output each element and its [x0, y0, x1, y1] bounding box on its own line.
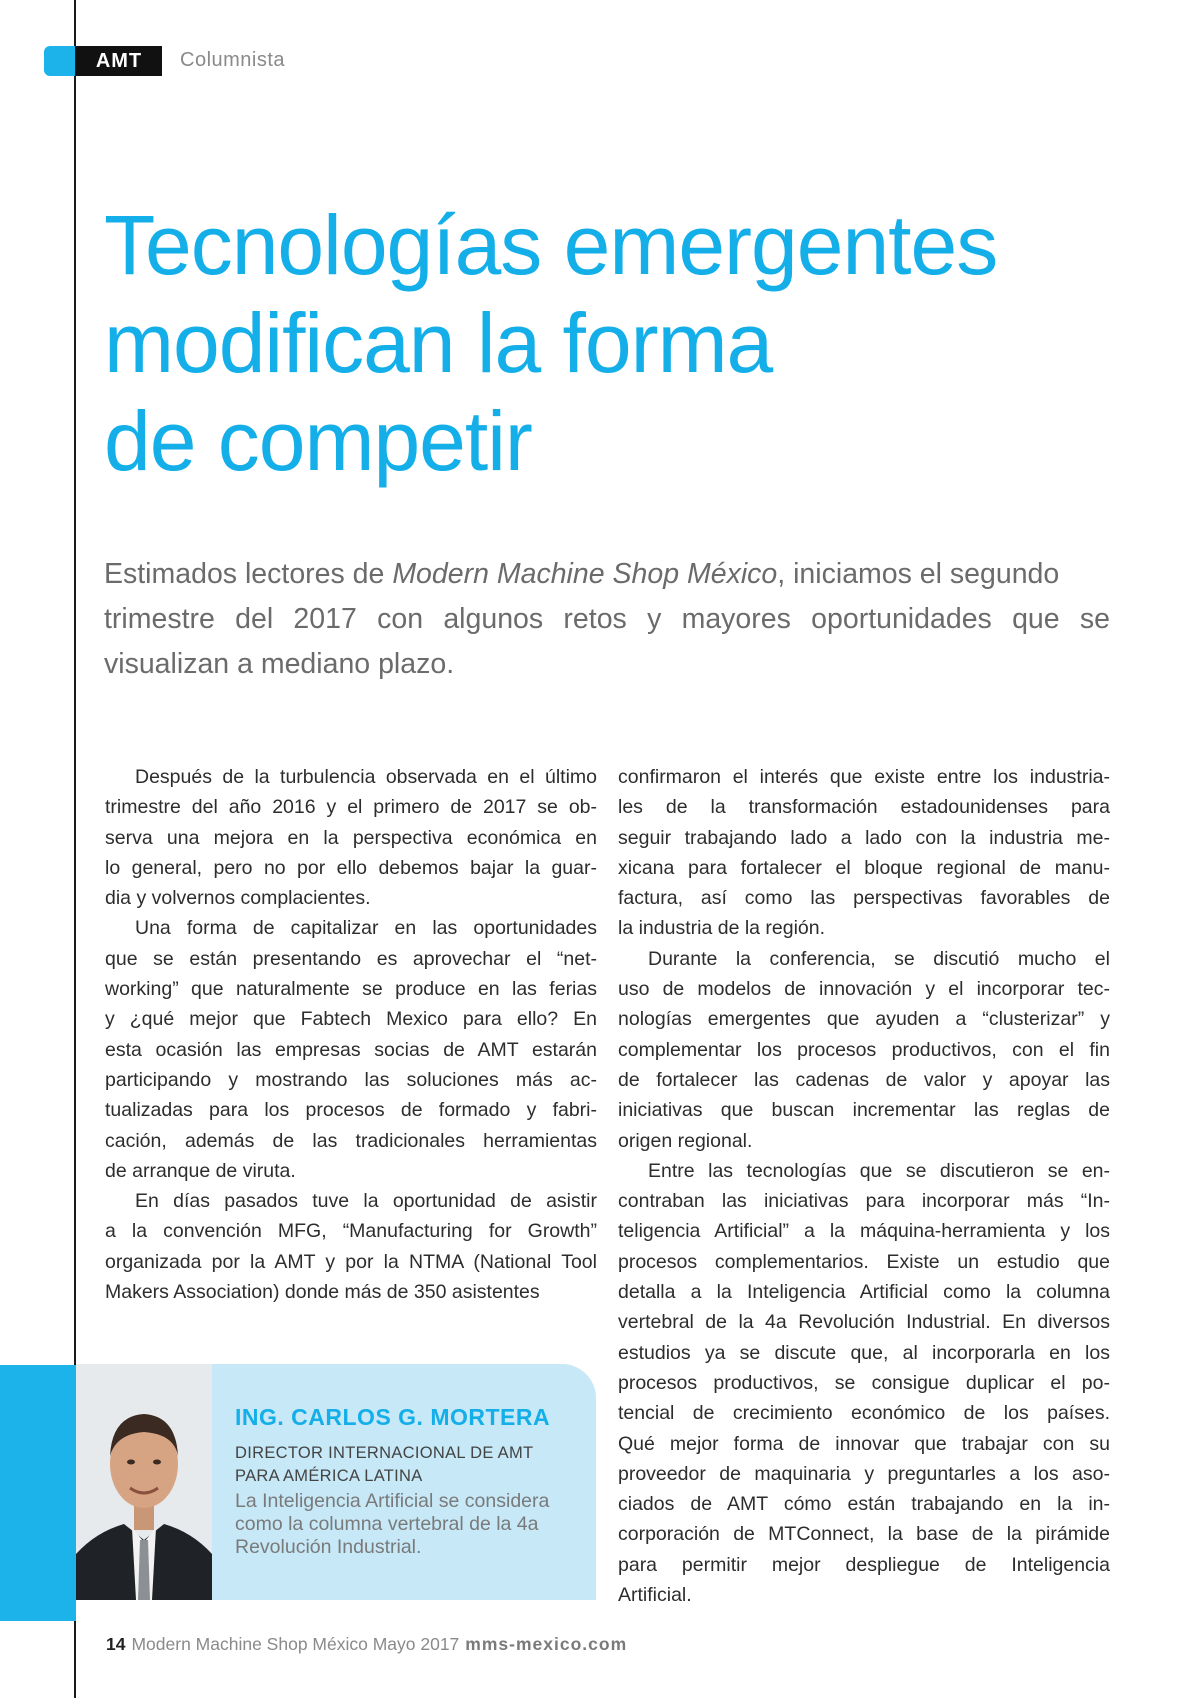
body-line: Una forma de capitalizar en las oportunidades: [135, 917, 597, 940]
lead-suffix: , iniciamos el segundo: [777, 558, 1060, 590]
body-line: ciados de AMT cómo están trabajando en la in-: [618, 1493, 1110, 1516]
body-line: organizada por la AMT y por la NTMA (National Tool: [105, 1250, 597, 1273]
body-line: que se están presentando es aprovechar el “net-: [105, 947, 597, 970]
body-column-right: [618, 762, 1110, 1610]
lead-line-3: visualizan a mediano plazo.: [104, 648, 455, 680]
author-role-line: DIRECTOR INTERNACIONAL DE AMT: [235, 1444, 534, 1462]
body-line: para permitir mejor despliegue de Inteligencia: [618, 1553, 1110, 1576]
body-line: les de la transformación estadounidenses para: [618, 796, 1110, 819]
body-line: contraban las iniciativas para incorporar más “In-: [618, 1190, 1110, 1213]
body-line: Qué mejor forma de innovar que trabajar con su: [618, 1432, 1110, 1455]
body-line: En días pasados tuve la oportunidad de asistir: [135, 1190, 597, 1213]
body-line: vertebral de la 4a Revolución Industrial. En diversos: [618, 1311, 1110, 1334]
body-line: cación, además de las tradicionales herramientas: [105, 1129, 597, 1152]
body-line: de arranque de viruta.: [105, 1159, 296, 1182]
page-footer: [106, 1634, 627, 1655]
body-line: y ¿qué mejor que Fabtech Mexico para ello? En: [105, 1008, 597, 1031]
lead-prefix: Estimados lectores de: [104, 558, 393, 590]
headline-line: de competir: [104, 394, 532, 488]
author-quote: [235, 1490, 549, 1559]
footer-publication: Modern Machine Shop México Mayo 2017: [131, 1634, 460, 1654]
body-line: serva una mejora en la perspectiva económica en: [105, 826, 597, 849]
body-line: working” que naturalmente se produce en las ferias: [105, 978, 597, 1001]
author-quote-line: como la columna vertebral de la 4a: [235, 1513, 539, 1535]
author-role-line: PARA AMÉRICA LATINA: [235, 1467, 423, 1485]
author-quote-line: Revolución Industrial.: [235, 1536, 422, 1558]
author-box: [76, 1364, 596, 1600]
body-line: participando y mostrando las soluciones más ac-: [105, 1068, 597, 1091]
body-line: iniciativas que buscan incrementar las reglas de: [618, 1099, 1110, 1122]
body-line: detalla a la Inteligencia Artificial como la columna: [618, 1281, 1110, 1304]
body-line: a la convención MFG, “Manufacturing for Growth”: [105, 1220, 597, 1243]
body-line: complementar los procesos productivos, con el fin: [618, 1038, 1110, 1061]
lead-line-1: [104, 552, 1110, 597]
body-column-left: [105, 762, 597, 1307]
body-line: Artificial.: [618, 1584, 692, 1607]
body-line: proveedor de maquinaria y preguntarles a los aso-: [618, 1462, 1110, 1485]
author-name: ING. CARLOS G. MORTERA: [235, 1404, 551, 1430]
body-line: origen regional.: [618, 1129, 753, 1152]
headline-line: Tecnologías emergentes: [104, 198, 998, 292]
body-line: lo general, pero no por ello debemos bajar la guar-: [105, 856, 597, 879]
body-line: tualizadas para los procesos de formado y fabri-: [105, 1099, 597, 1122]
body-line: uso de modelos de innovación y el incorporar tec-: [618, 978, 1110, 1001]
body-line: esta ocasión las empresas socias de AMT estarán: [105, 1038, 597, 1061]
author-photo: [76, 1364, 212, 1600]
body-line: xicana para fortalecer el bloque regional de manu-: [618, 856, 1110, 879]
body-line: Después de la turbulencia observada en el último: [135, 766, 597, 788]
author-role: [235, 1442, 533, 1488]
author-accent-bar: [0, 1365, 76, 1621]
body-line: procesos productivos, se consigue duplicar el po-: [618, 1371, 1110, 1394]
article-headline: [104, 196, 1124, 490]
body-line: estudios ya se discute que, al incorporarla en los: [618, 1341, 1110, 1364]
section-tab-accent: [44, 46, 75, 76]
section-tab: AMT: [76, 46, 162, 76]
body-line: factura, así como las perspectivas favorables de: [618, 887, 1110, 910]
lead-line-2: trimestre del 2017 con algunos retos y mayores oportunidades que se: [104, 603, 1110, 635]
body-line: de fortalecer las cadenas de valor y apoyar las: [618, 1068, 1110, 1091]
lead-publication: Modern Machine Shop México: [392, 558, 778, 590]
body-line: Durante la conferencia, se discutió mucho el: [648, 947, 1110, 970]
body-line: Makers Association) donde más de 350 asistentes: [105, 1281, 540, 1304]
section-label: Columnista: [180, 49, 286, 71]
body-line: teligencia Artificial” a la máquina-herramienta y los: [618, 1220, 1110, 1243]
body-line: tencial de crecimiento económico de los países.: [618, 1402, 1110, 1425]
headline-line: modifican la forma: [104, 296, 773, 390]
body-line: confirmaron el interés que existe entre los industria-: [618, 766, 1110, 788]
body-line: procesos complementarios. Existe un estudio que: [618, 1250, 1110, 1273]
author-quote-line: La Inteligencia Artificial se considera: [235, 1490, 550, 1512]
body-line: dia y volvernos complacientes.: [105, 887, 371, 910]
body-line: trimestre del año 2016 y el primero de 2017 se ob-: [105, 796, 597, 819]
page-number: 14: [106, 1634, 126, 1654]
body-line: nologías emergentes que ayuden a “clusterizar” y: [618, 1008, 1110, 1031]
body-line: Entre las tecnologías que se discutieron se en-: [648, 1159, 1110, 1182]
article-lead: [104, 552, 1110, 687]
footer-url: mms-mexico.com: [465, 1634, 628, 1654]
body-line: la industria de la región.: [618, 917, 826, 940]
body-line: corporación de MTConnect, la base de la pirámide: [618, 1523, 1110, 1546]
body-line: seguir trabajando lado a lado con la industria me-: [618, 826, 1110, 849]
